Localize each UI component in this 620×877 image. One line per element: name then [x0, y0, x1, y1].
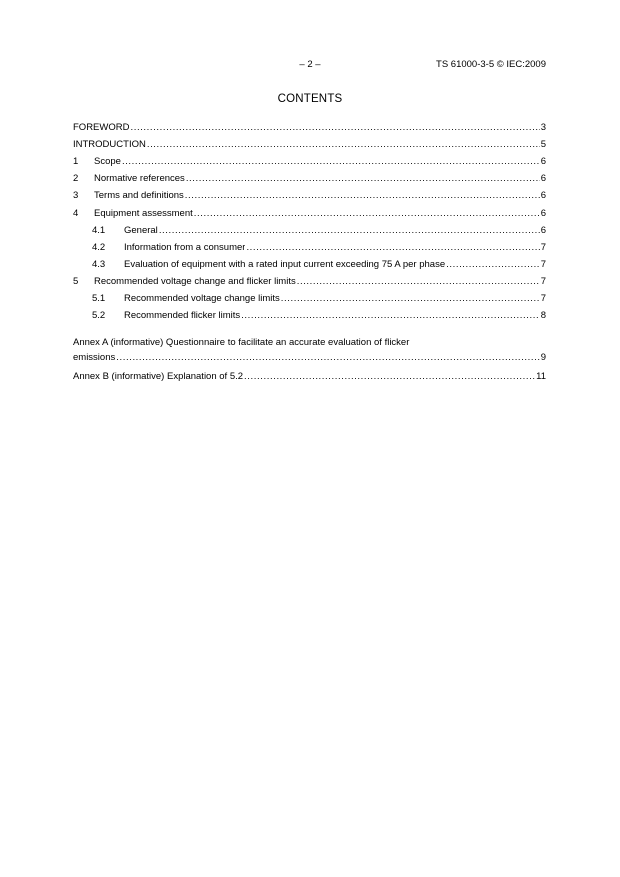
toc-leader-dots [147, 138, 540, 151]
toc-leader-dots [116, 351, 539, 364]
toc-page-number: 6 [540, 224, 546, 236]
toc-entry-information-from-consumer[interactable] [73, 237, 546, 254]
toc-entry-text: Scope [94, 156, 121, 168]
toc-page-number: 8 [540, 310, 546, 322]
toc-leader-dots [446, 258, 540, 271]
toc-section-number: 4.3 [92, 258, 106, 270]
toc-section-number: 2 [73, 173, 79, 185]
toc-section-number: 4 [73, 207, 79, 219]
toc-entry-scope[interactable] [73, 151, 546, 168]
toc-entry-text: General [124, 224, 158, 236]
toc-entry-terms-and-definitions[interactable] [73, 185, 546, 202]
toc-entry-evaluation-of-equipment[interactable] [73, 254, 546, 271]
spacer [73, 322, 546, 336]
toc-page-number: 7 [540, 258, 546, 270]
toc-entry-equipment-assessment[interactable] [73, 202, 546, 219]
toc-entry-continuation [73, 350, 546, 364]
table-of-contents [73, 117, 546, 383]
toc-entry-text: INTRODUCTION [73, 139, 146, 151]
toc-entry-text: Evaluation of equipment with a rated input current exceeding 75 A per phase [124, 258, 446, 270]
toc-entry-text: Recommended voltage change and flicker limits [94, 275, 296, 287]
toc-page-number: 7 [540, 293, 546, 305]
toc-page-number: 6 [540, 156, 546, 168]
toc-entry-introduction[interactable] [73, 134, 546, 151]
toc-entry-text: FOREWORD [73, 122, 130, 134]
toc-page-number: 5 [540, 139, 546, 151]
toc-entry-recommended-limits[interactable] [73, 271, 546, 288]
toc-leader-dots [122, 155, 540, 168]
toc-entry-flicker-limits[interactable] [73, 305, 546, 322]
document-id: TS 61000-3-5 © IEC:2009 [436, 59, 546, 70]
toc-entry-general[interactable] [73, 220, 546, 237]
toc-page-number: 9 [540, 352, 546, 364]
toc-page-number: 11 [536, 371, 546, 383]
toc-entry-annex-b[interactable] [73, 366, 546, 383]
toc-entry-voltage-change-limits[interactable] [73, 288, 546, 305]
toc-page-number: 7 [540, 241, 546, 253]
toc-entry-normative-references[interactable] [73, 168, 546, 185]
toc-entry-annex-a[interactable] [73, 336, 546, 364]
toc-leader-dots [186, 172, 540, 185]
toc-section-number: 5 [73, 275, 79, 287]
toc-entry-text: Annex B (informative) Explanation of 5.2 [73, 371, 244, 383]
page-title: CONTENTS [277, 93, 343, 105]
toc-leader-dots [246, 241, 539, 254]
toc-leader-dots [244, 370, 535, 383]
toc-page-number: 3 [540, 122, 546, 134]
toc-leader-dots [297, 275, 540, 288]
toc-entry-foreword[interactable] [73, 117, 546, 134]
toc-entry-text: Equipment assessment [94, 207, 193, 219]
toc-leader-dots [281, 292, 540, 305]
toc-entry-text: Recommended voltage change limits [124, 293, 280, 305]
toc-entry-text: Annex A (informative) Questionnaire to facilitate an accurate evaluation of flicker [73, 337, 410, 349]
toc-section-number: 4.2 [92, 241, 106, 253]
toc-page-number: 7 [540, 275, 546, 287]
toc-leader-dots [130, 121, 539, 134]
toc-section-number: 4.1 [92, 224, 106, 236]
toc-section-number: 1 [73, 156, 79, 168]
toc-entry-text: emissions [73, 352, 116, 364]
toc-page-number: 6 [540, 207, 546, 219]
page-header [0, 59, 620, 73]
toc-page-number: 6 [540, 173, 546, 185]
toc-leader-dots [241, 309, 540, 322]
toc-page-number: 6 [540, 190, 546, 202]
toc-entry-text: Normative references [94, 173, 185, 185]
toc-entry-text: Information from a consumer [124, 241, 246, 253]
page-number: – 2 – [299, 59, 321, 70]
toc-leader-dots [185, 189, 540, 202]
toc-leader-dots [159, 224, 540, 237]
toc-entry-text: Terms and definitions [94, 190, 184, 202]
toc-section-number: 3 [73, 190, 79, 202]
toc-entry-text: Recommended flicker limits [124, 310, 241, 322]
toc-section-number: 5.2 [92, 310, 106, 322]
toc-section-number: 5.1 [92, 293, 106, 305]
toc-leader-dots [194, 207, 540, 220]
